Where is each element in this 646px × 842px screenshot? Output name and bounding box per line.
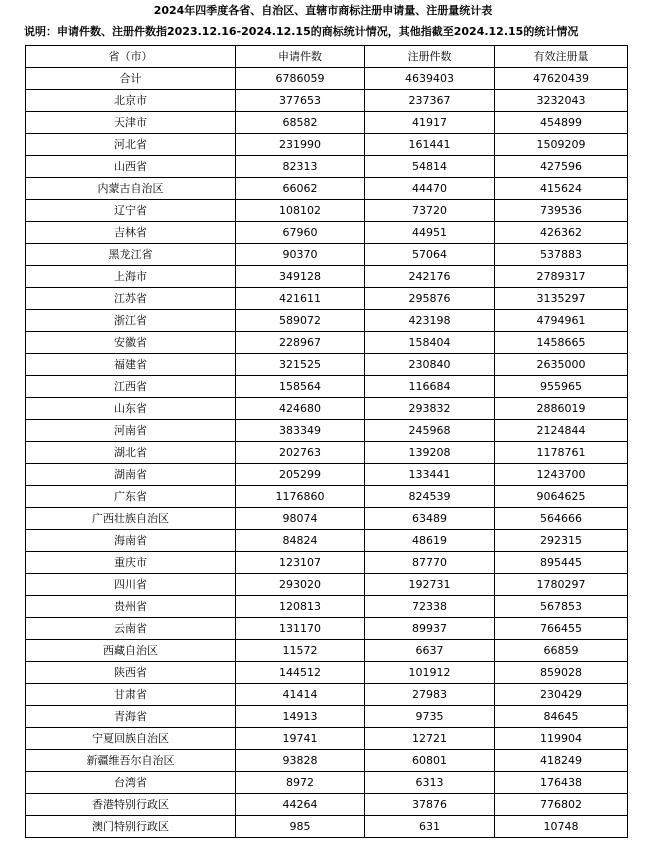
applications-cell: 66062	[236, 178, 365, 200]
valid-registrations-cell: 2124844	[495, 420, 628, 442]
valid-registrations-cell: 3135297	[495, 288, 628, 310]
column-header-region: 省（市）	[26, 46, 236, 68]
applications-cell: 228967	[236, 332, 365, 354]
registrations-cell: 89937	[365, 618, 495, 640]
table-row	[26, 794, 628, 816]
region-cell: 陕西省	[26, 662, 236, 684]
registrations-cell: 237367	[365, 90, 495, 112]
table-row	[26, 640, 628, 662]
region-cell: 江西省	[26, 376, 236, 398]
registrations-cell: 192731	[365, 574, 495, 596]
registrations-cell: 9735	[365, 706, 495, 728]
applications-cell: 41414	[236, 684, 365, 706]
registrations-cell: 824539	[365, 486, 495, 508]
applications-cell: 231990	[236, 134, 365, 156]
applications-cell: 11572	[236, 640, 365, 662]
applications-cell: 205299	[236, 464, 365, 486]
valid-registrations-cell: 66859	[495, 640, 628, 662]
applications-cell: 321525	[236, 354, 365, 376]
valid-registrations-cell: 1178761	[495, 442, 628, 464]
table-row	[26, 376, 628, 398]
table-row	[26, 178, 628, 200]
valid-registrations-cell: 1458665	[495, 332, 628, 354]
registrations-cell: 6637	[365, 640, 495, 662]
region-cell: 天津市	[26, 112, 236, 134]
registrations-cell: 72338	[365, 596, 495, 618]
region-cell: 湖南省	[26, 464, 236, 486]
region-cell: 江苏省	[26, 288, 236, 310]
registrations-cell: 37876	[365, 794, 495, 816]
region-cell: 吉林省	[26, 222, 236, 244]
applications-cell: 377653	[236, 90, 365, 112]
region-cell: 湖北省	[26, 442, 236, 464]
registrations-cell: 293832	[365, 398, 495, 420]
table-row-total	[26, 68, 628, 90]
applications-cell: 589072	[236, 310, 365, 332]
valid-registrations-cell: 454899	[495, 112, 628, 134]
region-cell: 浙江省	[26, 310, 236, 332]
registrations-cell: 230840	[365, 354, 495, 376]
valid-registrations-cell: 1780297	[495, 574, 628, 596]
valid-registrations-cell: 426362	[495, 222, 628, 244]
registrations-cell: 54814	[365, 156, 495, 178]
valid-registrations-cell: 230429	[495, 684, 628, 706]
applications-cell: 84824	[236, 530, 365, 552]
table-row	[26, 332, 628, 354]
applications-cell: 202763	[236, 442, 365, 464]
applications-cell: 90370	[236, 244, 365, 266]
registrations-cell: 44951	[365, 222, 495, 244]
region-cell: 山西省	[26, 156, 236, 178]
valid-registrations-cell: 2789317	[495, 266, 628, 288]
region-cell: 新疆维吾尔自治区	[26, 750, 236, 772]
table-row	[26, 684, 628, 706]
valid-registrations-cell: 766455	[495, 618, 628, 640]
region-cell: 黑龙江省	[26, 244, 236, 266]
applications-cell: 120813	[236, 596, 365, 618]
applications-cell: 293020	[236, 574, 365, 596]
table-row	[26, 354, 628, 376]
region-cell: 青海省	[26, 706, 236, 728]
region-cell: 宁夏回族自治区	[26, 728, 236, 750]
registrations-cell: 6313	[365, 772, 495, 794]
table-row	[26, 134, 628, 156]
table-row	[26, 310, 628, 332]
registrations-cell: 57064	[365, 244, 495, 266]
table-row	[26, 772, 628, 794]
region-cell: 辽宁省	[26, 200, 236, 222]
table-row	[26, 574, 628, 596]
valid-registrations-cell: 4794961	[495, 310, 628, 332]
table-row	[26, 156, 628, 178]
region-cell: 贵州省	[26, 596, 236, 618]
registrations-cell: 295876	[365, 288, 495, 310]
applications-cell: 19741	[236, 728, 365, 750]
applications-cell: 108102	[236, 200, 365, 222]
registrations-cell: 63489	[365, 508, 495, 530]
valid-registrations-cell: 955965	[495, 376, 628, 398]
applications-cell: 1176860	[236, 486, 365, 508]
valid-registrations-cell: 119904	[495, 728, 628, 750]
region-cell: 上海市	[26, 266, 236, 288]
table-row	[26, 288, 628, 310]
region-cell: 重庆市	[26, 552, 236, 574]
table-row	[26, 596, 628, 618]
valid-registrations-cell: 10748	[495, 816, 628, 838]
registrations-cell: 631	[365, 816, 495, 838]
table-row	[26, 728, 628, 750]
applications-cell: 424680	[236, 398, 365, 420]
table-row	[26, 420, 628, 442]
region-cell: 河北省	[26, 134, 236, 156]
registrations-cell: 133441	[365, 464, 495, 486]
valid-registrations-cell: 84645	[495, 706, 628, 728]
applications-cell: 14913	[236, 706, 365, 728]
table-row	[26, 552, 628, 574]
valid-registrations-cell: 859028	[495, 662, 628, 684]
applications-cell: 67960	[236, 222, 365, 244]
applications-cell: 93828	[236, 750, 365, 772]
table-row	[26, 442, 628, 464]
table-row	[26, 266, 628, 288]
table-row	[26, 508, 628, 530]
region-cell: 合计	[26, 68, 236, 90]
applications-cell: 98074	[236, 508, 365, 530]
table-row	[26, 486, 628, 508]
table-header-row	[26, 46, 628, 68]
table-row	[26, 816, 628, 838]
region-cell: 甘肃省	[26, 684, 236, 706]
valid-registrations-cell: 776802	[495, 794, 628, 816]
applications-cell: 349128	[236, 266, 365, 288]
applications-cell: 44264	[236, 794, 365, 816]
table-row	[26, 244, 628, 266]
region-cell: 广东省	[26, 486, 236, 508]
region-cell: 山东省	[26, 398, 236, 420]
valid-registrations-cell: 2886019	[495, 398, 628, 420]
registrations-cell: 158404	[365, 332, 495, 354]
registrations-cell: 116684	[365, 376, 495, 398]
valid-registrations-cell: 292315	[495, 530, 628, 552]
applications-cell: 131170	[236, 618, 365, 640]
valid-registrations-cell: 564666	[495, 508, 628, 530]
column-header-applications: 申请件数	[236, 46, 365, 68]
applications-cell: 82313	[236, 156, 365, 178]
valid-registrations-cell: 537883	[495, 244, 628, 266]
table-row	[26, 112, 628, 134]
valid-registrations-cell: 2635000	[495, 354, 628, 376]
registrations-cell: 4639403	[365, 68, 495, 90]
applications-cell: 383349	[236, 420, 365, 442]
region-cell: 河南省	[26, 420, 236, 442]
valid-registrations-cell: 47620439	[495, 68, 628, 90]
region-cell: 安徽省	[26, 332, 236, 354]
region-cell: 海南省	[26, 530, 236, 552]
applications-cell: 421611	[236, 288, 365, 310]
table-row	[26, 464, 628, 486]
region-cell: 云南省	[26, 618, 236, 640]
table-row	[26, 662, 628, 684]
region-cell: 香港特别行政区	[26, 794, 236, 816]
registrations-cell: 60801	[365, 750, 495, 772]
applications-cell: 985	[236, 816, 365, 838]
registrations-cell: 139208	[365, 442, 495, 464]
document-note: 说明：申请件数、注册件数指2023.12.16-2024.12.15的商标统计情况，其他指截至2024.12.15的统计情况	[24, 25, 579, 38]
region-cell: 内蒙古自治区	[26, 178, 236, 200]
column-header-registrations: 注册件数	[365, 46, 495, 68]
registrations-cell: 48619	[365, 530, 495, 552]
table-row	[26, 706, 628, 728]
table-body	[26, 68, 628, 838]
registrations-cell: 41917	[365, 112, 495, 134]
valid-registrations-cell: 1509209	[495, 134, 628, 156]
valid-registrations-cell: 418249	[495, 750, 628, 772]
valid-registrations-cell: 567853	[495, 596, 628, 618]
valid-registrations-cell: 176438	[495, 772, 628, 794]
table-row	[26, 618, 628, 640]
registrations-cell: 242176	[365, 266, 495, 288]
table-row	[26, 90, 628, 112]
valid-registrations-cell: 3232043	[495, 90, 628, 112]
valid-registrations-cell: 739536	[495, 200, 628, 222]
applications-cell: 6786059	[236, 68, 365, 90]
registrations-cell: 423198	[365, 310, 495, 332]
registrations-cell: 161441	[365, 134, 495, 156]
table-row	[26, 200, 628, 222]
region-cell: 福建省	[26, 354, 236, 376]
region-cell: 广西壮族自治区	[26, 508, 236, 530]
applications-cell: 8972	[236, 772, 365, 794]
registrations-cell: 245968	[365, 420, 495, 442]
region-cell: 澳门特别行政区	[26, 816, 236, 838]
registrations-cell: 27983	[365, 684, 495, 706]
registrations-cell: 101912	[365, 662, 495, 684]
region-cell: 西藏自治区	[26, 640, 236, 662]
table-row	[26, 530, 628, 552]
applications-cell: 144512	[236, 662, 365, 684]
valid-registrations-cell: 415624	[495, 178, 628, 200]
applications-cell: 68582	[236, 112, 365, 134]
registrations-cell: 44470	[365, 178, 495, 200]
table-row	[26, 222, 628, 244]
trademark-stats-table	[25, 45, 628, 838]
table-row	[26, 398, 628, 420]
registrations-cell: 12721	[365, 728, 495, 750]
valid-registrations-cell: 9064625	[495, 486, 628, 508]
column-header-valid-registrations: 有效注册量	[495, 46, 628, 68]
registrations-cell: 73720	[365, 200, 495, 222]
document-title: 2024年四季度各省、自治区、直辖市商标注册申请量、注册量统计表	[153, 4, 493, 17]
region-cell: 北京市	[26, 90, 236, 112]
applications-cell: 123107	[236, 552, 365, 574]
table-row	[26, 750, 628, 772]
region-cell: 四川省	[26, 574, 236, 596]
valid-registrations-cell: 1243700	[495, 464, 628, 486]
region-cell: 台湾省	[26, 772, 236, 794]
valid-registrations-cell: 895445	[495, 552, 628, 574]
registrations-cell: 87770	[365, 552, 495, 574]
valid-registrations-cell: 427596	[495, 156, 628, 178]
applications-cell: 158564	[236, 376, 365, 398]
